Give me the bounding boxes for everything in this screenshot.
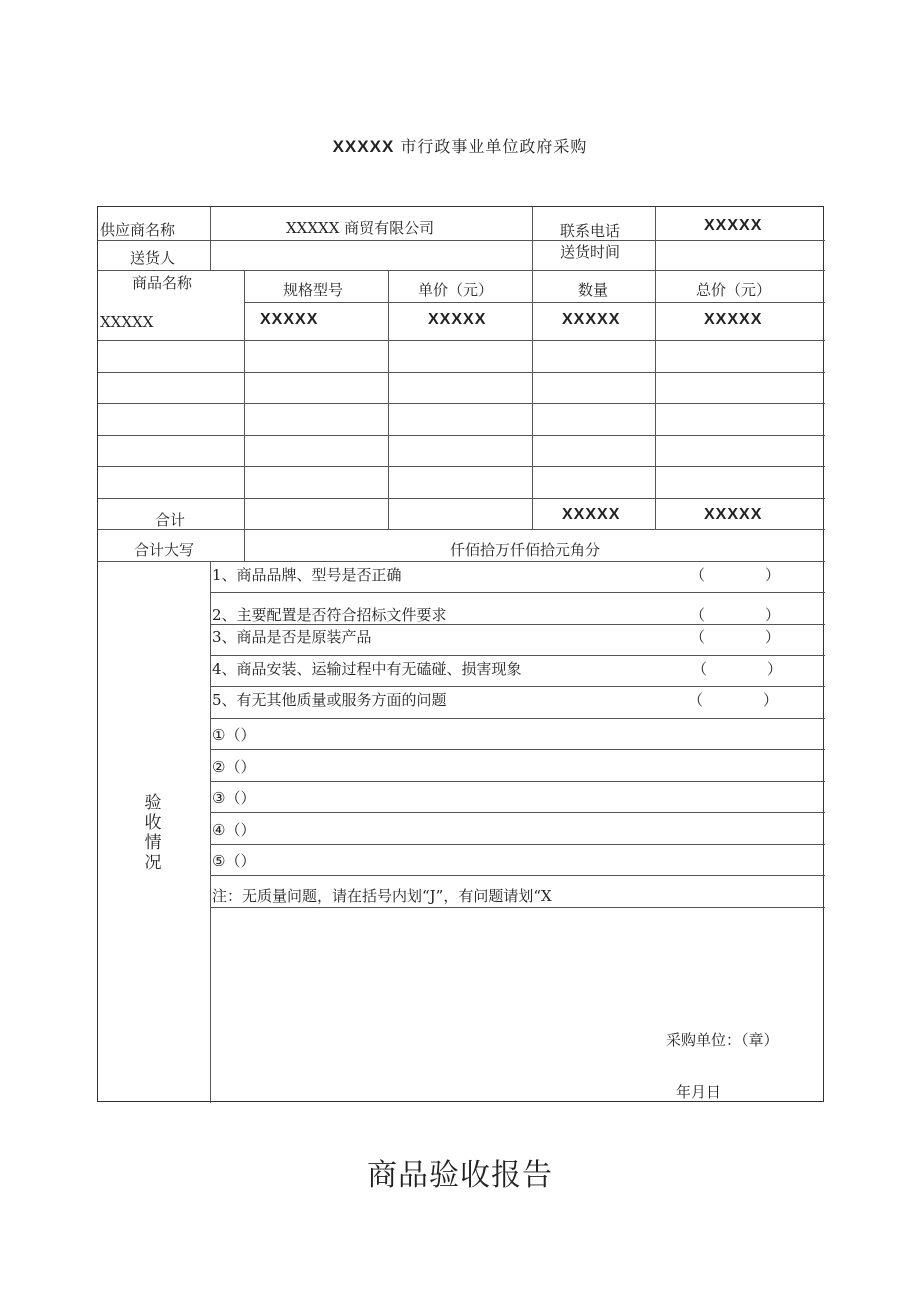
- check-item: 3、商品是否是原装产品: [212, 628, 372, 646]
- check-item: 2、主要配置是否符合招标文件要求: [212, 606, 447, 624]
- row-divider: [98, 529, 825, 530]
- check-parenthesis: （ ）: [690, 606, 781, 624]
- col-divider: [388, 270, 389, 529]
- item-spec: XXXXX: [260, 311, 319, 328]
- check-parenthesis: （ ）: [690, 628, 781, 646]
- row-divider: [210, 907, 825, 908]
- item-name: XXXXX: [100, 313, 154, 331]
- extra-check-item: ③（）: [212, 789, 256, 807]
- heading-text: 市行政事业单位政府采购: [400, 137, 588, 156]
- row-divider: [98, 466, 825, 467]
- item-unit-price: XXXXX: [428, 311, 487, 328]
- row-divider: [210, 655, 825, 656]
- item-total: XXXXX: [704, 311, 763, 328]
- item-quantity: XXXXX: [562, 311, 621, 328]
- row-divider: [210, 686, 825, 687]
- check-parenthesis: （ ）: [690, 566, 781, 584]
- row-divider: [210, 875, 825, 876]
- check-parenthesis: （ ）: [688, 691, 779, 709]
- row-divider: [210, 749, 825, 750]
- row-divider: [98, 372, 825, 373]
- page-heading: [0, 134, 920, 157]
- col-header-name: 商品名称: [132, 274, 193, 292]
- col-divider: [244, 529, 245, 561]
- col-header-total: 总价（元）: [696, 281, 772, 299]
- col-divider: [532, 270, 533, 529]
- col-divider: [244, 270, 245, 529]
- total-quantity: XXXXX: [562, 506, 621, 523]
- phone-label: 联系电话: [560, 222, 621, 240]
- deliverer-label: 送货人: [130, 249, 176, 267]
- col-header-unit-price: 单价（元）: [418, 281, 494, 299]
- extra-check-item: ⑤（）: [212, 852, 256, 870]
- inspection-label: 验 收 情 况: [144, 793, 162, 873]
- extra-check-item: ②（）: [212, 758, 256, 776]
- row-divider: [210, 781, 825, 782]
- row-divider: [210, 812, 825, 813]
- extra-check-item: ④（）: [212, 821, 256, 839]
- row-divider: [98, 498, 825, 499]
- col-divider: [210, 561, 211, 1103]
- purchaser-seal: 采购单位：（章）: [666, 1031, 779, 1049]
- row-divider: [98, 340, 825, 341]
- capital-label: 合计大写: [134, 541, 195, 559]
- check-item: 5、有无其他质量或服务方面的问题: [212, 691, 447, 709]
- col-divider: [210, 207, 211, 270]
- row-divider: [98, 561, 825, 562]
- row-divider: [210, 718, 825, 719]
- extra-check-item: ①（）: [212, 726, 256, 744]
- col-divider: [655, 207, 656, 270]
- row-divider: [244, 302, 825, 303]
- row-divider: [98, 403, 825, 404]
- signature-date: 年月日: [676, 1083, 722, 1101]
- check-item: 4、商品安装、运输过程中有无磕碰、损害现象: [212, 660, 522, 678]
- supplier-label: 供应商名称: [100, 221, 176, 239]
- delivery-time-label: 送货时间: [560, 243, 621, 261]
- check-item: 1、商品品牌、型号是否正确: [212, 566, 402, 584]
- col-divider: [532, 207, 533, 270]
- document-title: 商品验收报告: [367, 1158, 553, 1193]
- capital-value: 仟佰拾万仟佰拾元角分: [450, 541, 601, 559]
- row-divider: [210, 844, 825, 845]
- acceptance-form: [97, 206, 824, 1102]
- row-divider: [210, 592, 825, 593]
- col-divider: [655, 270, 656, 529]
- row-divider: [98, 240, 825, 241]
- check-parenthesis: （ ）: [692, 660, 783, 678]
- phone-value: XXXXX: [704, 217, 763, 234]
- total-amount: XXXXX: [704, 506, 763, 523]
- col-header-spec: 规格型号: [283, 281, 344, 299]
- row-divider: [98, 435, 825, 436]
- heading-code: XXXXX: [332, 137, 395, 156]
- inspection-note: 注：无质量问题，请在括号内划“J”，有问题请划“X: [212, 887, 552, 905]
- col-header-quantity: 数量: [578, 281, 609, 299]
- supplier-value: XXXXX 商贸有限公司: [286, 219, 435, 237]
- row-divider: [98, 270, 825, 271]
- total-label: 合计: [155, 511, 186, 529]
